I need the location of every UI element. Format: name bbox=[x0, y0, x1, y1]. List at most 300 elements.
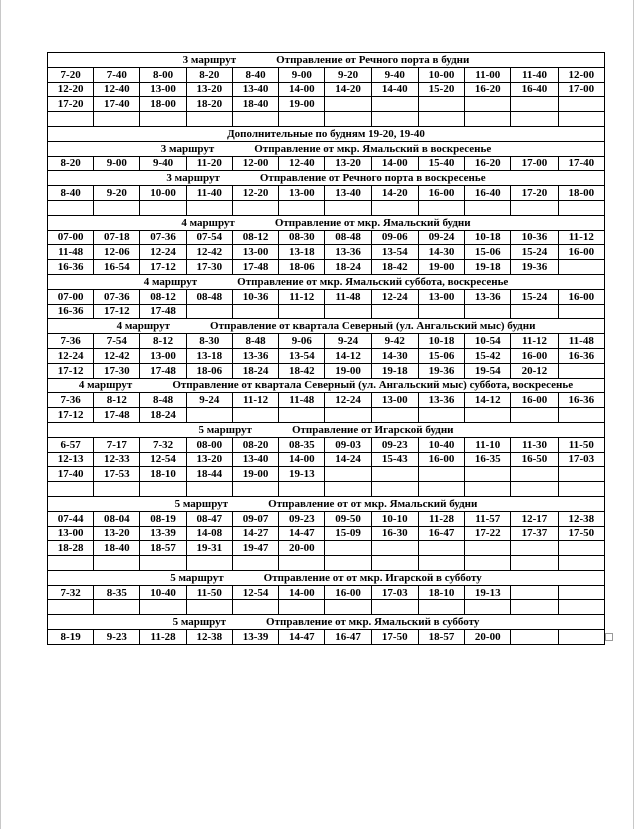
departure-time: 12-24 bbox=[371, 289, 418, 304]
departure-time bbox=[325, 556, 371, 571]
time-row bbox=[48, 230, 605, 245]
departure-time bbox=[418, 600, 464, 615]
departure-time: 14-47 bbox=[279, 526, 325, 541]
schedule-header-row bbox=[48, 126, 605, 141]
time-row bbox=[48, 482, 605, 497]
departure-time: 16-47 bbox=[418, 526, 464, 541]
departure-time: 18-57 bbox=[418, 630, 464, 645]
departure-time: 7-54 bbox=[94, 334, 140, 349]
departure-time: 12-38 bbox=[186, 630, 232, 645]
departure-time: 17-48 bbox=[140, 363, 186, 378]
schedule-header bbox=[48, 570, 605, 585]
departure-time: 10-36 bbox=[232, 289, 278, 304]
departure-time: 9-20 bbox=[325, 67, 371, 82]
departure-time bbox=[558, 556, 604, 571]
departure-time: 18-42 bbox=[371, 260, 418, 275]
route-number: 4 маршрут bbox=[181, 216, 235, 229]
departure-time: 7-36 bbox=[48, 393, 94, 408]
departure-time bbox=[232, 200, 278, 215]
departure-time: 11-48 bbox=[48, 245, 94, 260]
departure-time: 08-47 bbox=[186, 511, 232, 526]
departure-time bbox=[232, 112, 278, 127]
time-row bbox=[48, 393, 605, 408]
departure-time: 10-40 bbox=[140, 585, 186, 600]
departure-time: 17-50 bbox=[371, 630, 418, 645]
departure-description: Отправление от квартала Северный (ул. Ангальский мыс) будни bbox=[210, 320, 536, 333]
departure-time: 16-00 bbox=[418, 452, 464, 467]
departure-time: 9-00 bbox=[279, 67, 325, 82]
departure-time: 15-43 bbox=[371, 452, 418, 467]
departure-time bbox=[511, 408, 558, 423]
departure-time: 17-48 bbox=[94, 408, 140, 423]
departure-time: 17-20 bbox=[511, 186, 558, 201]
departure-time: 11-40 bbox=[511, 67, 558, 82]
departure-time: 13-39 bbox=[232, 630, 278, 645]
departure-time: 11-12 bbox=[511, 334, 558, 349]
departure-time bbox=[371, 97, 418, 112]
time-row bbox=[48, 556, 605, 571]
schedule-header bbox=[48, 215, 605, 230]
departure-time: 18-20 bbox=[186, 97, 232, 112]
departure-time: 14-00 bbox=[279, 585, 325, 600]
departure-time: 07-44 bbox=[48, 511, 94, 526]
departure-time: 10-10 bbox=[371, 511, 418, 526]
departure-time: 07-18 bbox=[94, 230, 140, 245]
departure-time bbox=[232, 408, 278, 423]
departure-time bbox=[511, 600, 558, 615]
departure-time bbox=[140, 200, 186, 215]
time-row bbox=[48, 541, 605, 556]
departure-time bbox=[558, 304, 604, 319]
time-row bbox=[48, 156, 605, 171]
route-number: 3 маршрут bbox=[166, 172, 220, 185]
time-row bbox=[48, 245, 605, 260]
departure-time: 11-00 bbox=[465, 67, 511, 82]
departure-time bbox=[325, 467, 371, 482]
departure-time: 19-47 bbox=[232, 541, 278, 556]
departure-time bbox=[325, 541, 371, 556]
departure-time: 14-12 bbox=[465, 393, 511, 408]
departure-time: 16-36 bbox=[558, 348, 604, 363]
schedule-header-row bbox=[48, 496, 605, 511]
departure-time: 8-30 bbox=[186, 334, 232, 349]
schedule-header-row bbox=[48, 319, 605, 334]
departure-time bbox=[140, 600, 186, 615]
departure-time: 10-36 bbox=[511, 230, 558, 245]
departure-time: 17-03 bbox=[371, 585, 418, 600]
departure-description: Отправление от мкр. Ямальский в воскресенье bbox=[254, 142, 492, 155]
departure-time bbox=[371, 112, 418, 127]
departure-time bbox=[558, 408, 604, 423]
departure-time: 17-12 bbox=[94, 304, 140, 319]
departure-time: 9-24 bbox=[325, 334, 371, 349]
departure-time bbox=[94, 200, 140, 215]
route-number: 4 маршрут bbox=[78, 379, 133, 392]
departure-time: 17-22 bbox=[465, 526, 511, 541]
departure-time: 17-48 bbox=[232, 260, 278, 275]
departure-time bbox=[558, 363, 604, 378]
departure-time: 19-18 bbox=[465, 260, 511, 275]
departure-time: 8-48 bbox=[232, 334, 278, 349]
departure-time bbox=[418, 408, 464, 423]
departure-time bbox=[94, 112, 140, 127]
departure-time: 12-40 bbox=[279, 156, 325, 171]
departure-time: 13-00 bbox=[48, 526, 94, 541]
time-row bbox=[48, 112, 605, 127]
departure-time: 17-30 bbox=[186, 260, 232, 275]
schedule-header bbox=[48, 496, 605, 511]
departure-time bbox=[186, 600, 232, 615]
departure-time bbox=[371, 556, 418, 571]
departure-time bbox=[511, 112, 558, 127]
departure-time: 19-00 bbox=[418, 260, 464, 275]
departure-time bbox=[465, 541, 511, 556]
departure-time: 11-20 bbox=[186, 156, 232, 171]
departure-time: 13-54 bbox=[279, 348, 325, 363]
departure-time: 11-48 bbox=[279, 393, 325, 408]
departure-time bbox=[418, 541, 464, 556]
departure-time bbox=[465, 200, 511, 215]
departure-time: 18-24 bbox=[325, 260, 371, 275]
departure-time: 14-00 bbox=[279, 452, 325, 467]
departure-time: 14-30 bbox=[371, 348, 418, 363]
departure-time bbox=[558, 482, 604, 497]
departure-time: 9-40 bbox=[371, 67, 418, 82]
departure-time: 11-57 bbox=[465, 511, 511, 526]
departure-time: 13-20 bbox=[186, 82, 232, 97]
departure-time bbox=[279, 600, 325, 615]
departure-time: 20-12 bbox=[511, 363, 558, 378]
departure-time bbox=[465, 556, 511, 571]
departure-time bbox=[279, 304, 325, 319]
departure-description: Отправление от Речного порта в будни bbox=[276, 53, 470, 66]
departure-time: 07-54 bbox=[186, 230, 232, 245]
departure-time: 8-12 bbox=[140, 334, 186, 349]
time-row bbox=[48, 585, 605, 600]
time-row bbox=[48, 408, 605, 423]
time-row bbox=[48, 452, 605, 467]
departure-time: 19-13 bbox=[465, 585, 511, 600]
departure-time: 8-00 bbox=[140, 67, 186, 82]
departure-time bbox=[279, 200, 325, 215]
schedule-header bbox=[48, 53, 605, 68]
departure-time bbox=[371, 600, 418, 615]
departure-time: 11-28 bbox=[418, 511, 464, 526]
departure-time: 19-13 bbox=[279, 467, 325, 482]
departure-time: 17-40 bbox=[558, 156, 604, 171]
departure-description: Отправление от Игарской будни bbox=[291, 423, 454, 436]
departure-time: 7-40 bbox=[94, 67, 140, 82]
departure-time: 10-40 bbox=[418, 437, 464, 452]
departure-time: 09-50 bbox=[325, 511, 371, 526]
departure-time: 9-06 bbox=[279, 334, 325, 349]
departure-time: 11-28 bbox=[140, 630, 186, 645]
departure-time: 13-18 bbox=[186, 348, 232, 363]
table-resize-handle[interactable] bbox=[605, 633, 613, 641]
departure-time: 16-00 bbox=[558, 245, 604, 260]
departure-time: 14-20 bbox=[371, 186, 418, 201]
departure-time bbox=[186, 304, 232, 319]
departure-time: 19-36 bbox=[418, 363, 464, 378]
schedule-body bbox=[48, 53, 605, 645]
departure-description: Отправление от мкр. Ямальский в субботу bbox=[266, 616, 480, 629]
time-row bbox=[48, 186, 605, 201]
departure-time: 14-27 bbox=[232, 526, 278, 541]
time-row bbox=[48, 363, 605, 378]
departure-time bbox=[186, 200, 232, 215]
departure-time bbox=[371, 304, 418, 319]
departure-time: 14-00 bbox=[371, 156, 418, 171]
departure-time bbox=[418, 556, 464, 571]
schedule-header-row bbox=[48, 422, 605, 437]
time-row bbox=[48, 600, 605, 615]
departure-time: 09-24 bbox=[418, 230, 464, 245]
departure-time: 10-00 bbox=[140, 186, 186, 201]
departure-time bbox=[325, 408, 371, 423]
schedule-header-row bbox=[48, 171, 605, 186]
route-number: 4 маршрут bbox=[143, 275, 198, 288]
departure-time: 7-20 bbox=[48, 67, 94, 82]
departure-time: 11-50 bbox=[186, 585, 232, 600]
departure-time: 11-12 bbox=[558, 230, 604, 245]
departure-time: 18-00 bbox=[558, 186, 604, 201]
departure-time: 12-40 bbox=[94, 82, 140, 97]
departure-time bbox=[465, 408, 511, 423]
schedule-header-row bbox=[48, 274, 605, 289]
schedule-header bbox=[48, 171, 605, 186]
departure-time: 19-00 bbox=[232, 467, 278, 482]
departure-time bbox=[418, 112, 464, 127]
departure-time: 9-23 bbox=[94, 630, 140, 645]
departure-time bbox=[371, 541, 418, 556]
departure-time: 17-48 bbox=[140, 304, 186, 319]
departure-time: 12-00 bbox=[232, 156, 278, 171]
departure-time: 11-12 bbox=[232, 393, 278, 408]
departure-time: 13-00 bbox=[140, 82, 186, 97]
departure-time: 13-36 bbox=[325, 245, 371, 260]
departure-time: 18-57 bbox=[140, 541, 186, 556]
departure-time bbox=[511, 585, 558, 600]
departure-time: 15-06 bbox=[418, 348, 464, 363]
departure-time bbox=[232, 600, 278, 615]
departure-time: 16-20 bbox=[465, 82, 511, 97]
departure-time: 11-12 bbox=[279, 289, 325, 304]
schedule-header-row bbox=[48, 615, 605, 630]
departure-time: 15-40 bbox=[418, 156, 464, 171]
departure-time: 16-00 bbox=[558, 289, 604, 304]
departure-time: 18-06 bbox=[186, 363, 232, 378]
route-number: 3 маршрут bbox=[182, 53, 237, 66]
departure-time: 9-20 bbox=[94, 186, 140, 201]
departure-time: 7-32 bbox=[48, 585, 94, 600]
departure-time bbox=[94, 600, 140, 615]
departure-time: 14-24 bbox=[325, 452, 371, 467]
departure-time bbox=[558, 200, 604, 215]
time-row bbox=[48, 334, 605, 349]
departure-time: 13-40 bbox=[232, 82, 278, 97]
departure-time: 12-24 bbox=[325, 393, 371, 408]
departure-time bbox=[465, 467, 511, 482]
time-row bbox=[48, 437, 605, 452]
departure-time bbox=[186, 408, 232, 423]
departure-time bbox=[371, 408, 418, 423]
departure-time bbox=[465, 304, 511, 319]
departure-time: 15-24 bbox=[511, 289, 558, 304]
departure-time: 09-06 bbox=[371, 230, 418, 245]
departure-time: 15-24 bbox=[511, 245, 558, 260]
schedule-header-row bbox=[48, 53, 605, 68]
departure-time: 11-48 bbox=[325, 289, 371, 304]
departure-time: 17-37 bbox=[511, 526, 558, 541]
departure-time: 8-40 bbox=[48, 186, 94, 201]
departure-time bbox=[325, 200, 371, 215]
route-number: 5 маршрут bbox=[172, 616, 227, 629]
departure-time bbox=[511, 482, 558, 497]
departure-time: 12-33 bbox=[94, 452, 140, 467]
departure-time: 7-36 bbox=[48, 334, 94, 349]
departure-time bbox=[325, 112, 371, 127]
departure-time: 14-12 bbox=[325, 348, 371, 363]
departure-time: 19-00 bbox=[325, 363, 371, 378]
departure-time: 08-12 bbox=[140, 289, 186, 304]
departure-time bbox=[232, 482, 278, 497]
departure-time: 16-47 bbox=[325, 630, 371, 645]
departure-time bbox=[48, 556, 94, 571]
departure-time bbox=[511, 541, 558, 556]
departure-time: 18-28 bbox=[48, 541, 94, 556]
departure-time: 18-10 bbox=[140, 467, 186, 482]
schedule-header bbox=[48, 615, 605, 630]
departure-time: 08-19 bbox=[140, 511, 186, 526]
departure-time bbox=[511, 304, 558, 319]
departure-time bbox=[511, 200, 558, 215]
departure-time: 16-00 bbox=[511, 348, 558, 363]
departure-time bbox=[418, 467, 464, 482]
departure-time: 13-54 bbox=[371, 245, 418, 260]
departure-time bbox=[418, 304, 464, 319]
route-number: 5 маршрут bbox=[174, 497, 229, 510]
departure-time: 17-50 bbox=[558, 526, 604, 541]
departure-time: 13-20 bbox=[186, 452, 232, 467]
departure-time: 19-36 bbox=[511, 260, 558, 275]
departure-time: 12-13 bbox=[48, 452, 94, 467]
departure-time bbox=[465, 482, 511, 497]
departure-time: 12-17 bbox=[511, 511, 558, 526]
departure-time: 16-36 bbox=[48, 260, 94, 275]
departure-time: 17-40 bbox=[94, 97, 140, 112]
departure-description: Отправление от квартала Северный (ул. Ангальский мыс) суббота, воскресенье bbox=[172, 379, 574, 392]
departure-time: 12-42 bbox=[94, 348, 140, 363]
departure-description: Отправление от от мкр. Игарской в субботу bbox=[263, 571, 482, 584]
departure-time: 13-00 bbox=[232, 245, 278, 260]
departure-time: 16-00 bbox=[418, 186, 464, 201]
departure-time: 17-12 bbox=[48, 408, 94, 423]
time-row bbox=[48, 82, 605, 97]
departure-time: 17-00 bbox=[558, 82, 604, 97]
departure-time: 14-40 bbox=[371, 82, 418, 97]
departure-description: Дополнительные по будням 19-20, 19-40 bbox=[227, 127, 425, 140]
departure-time: 15-20 bbox=[418, 82, 464, 97]
departure-time bbox=[279, 556, 325, 571]
departure-time bbox=[325, 97, 371, 112]
departure-time bbox=[140, 482, 186, 497]
departure-time bbox=[186, 556, 232, 571]
departure-time bbox=[418, 482, 464, 497]
departure-time: 18-24 bbox=[140, 408, 186, 423]
departure-time: 09-03 bbox=[325, 437, 371, 452]
departure-time bbox=[186, 482, 232, 497]
departure-time: 17-53 bbox=[94, 467, 140, 482]
departure-time bbox=[511, 467, 558, 482]
time-row bbox=[48, 526, 605, 541]
departure-time: 14-20 bbox=[325, 82, 371, 97]
page-edge-left bbox=[0, 0, 1, 829]
departure-time bbox=[140, 556, 186, 571]
schedule-header bbox=[48, 141, 605, 156]
departure-time: 16-40 bbox=[465, 186, 511, 201]
departure-time: 07-00 bbox=[48, 230, 94, 245]
departure-time: 13-40 bbox=[325, 186, 371, 201]
departure-time: 18-42 bbox=[279, 363, 325, 378]
departure-time: 11-48 bbox=[558, 334, 604, 349]
departure-time: 16-50 bbox=[511, 452, 558, 467]
departure-time: 09-07 bbox=[232, 511, 278, 526]
departure-time bbox=[465, 97, 511, 112]
departure-time: 16-35 bbox=[465, 452, 511, 467]
departure-time: 9-40 bbox=[140, 156, 186, 171]
departure-time: 08-12 bbox=[232, 230, 278, 245]
departure-time bbox=[140, 112, 186, 127]
departure-time bbox=[558, 541, 604, 556]
departure-time: 13-00 bbox=[371, 393, 418, 408]
departure-time bbox=[465, 600, 511, 615]
departure-time: 07-00 bbox=[48, 289, 94, 304]
departure-time: 12-38 bbox=[558, 511, 604, 526]
departure-time bbox=[511, 630, 558, 645]
departure-time: 08-35 bbox=[279, 437, 325, 452]
departure-time: 10-00 bbox=[418, 67, 464, 82]
departure-time: 8-35 bbox=[94, 585, 140, 600]
departure-time bbox=[558, 585, 604, 600]
schedule-header-row bbox=[48, 570, 605, 585]
schedule-header bbox=[48, 274, 605, 289]
departure-time: 16-54 bbox=[94, 260, 140, 275]
time-row bbox=[48, 304, 605, 319]
departure-time: 12-06 bbox=[94, 245, 140, 260]
time-row bbox=[48, 289, 605, 304]
departure-description: Отправление от от мкр. Ямальский будни bbox=[268, 497, 478, 510]
departure-time bbox=[48, 200, 94, 215]
time-row bbox=[48, 630, 605, 645]
departure-time bbox=[325, 304, 371, 319]
departure-time: 15-42 bbox=[465, 348, 511, 363]
departure-time: 18-24 bbox=[232, 363, 278, 378]
departure-time bbox=[558, 260, 604, 275]
departure-time bbox=[94, 556, 140, 571]
departure-time: 16-20 bbox=[465, 156, 511, 171]
departure-time: 18-44 bbox=[186, 467, 232, 482]
departure-time: 12-20 bbox=[48, 82, 94, 97]
departure-time: 17-40 bbox=[48, 467, 94, 482]
departure-time bbox=[371, 467, 418, 482]
departure-time bbox=[511, 97, 558, 112]
departure-time: 12-54 bbox=[232, 585, 278, 600]
departure-time: 14-30 bbox=[418, 245, 464, 260]
departure-time bbox=[279, 482, 325, 497]
departure-time: 8-20 bbox=[48, 156, 94, 171]
departure-time: 11-30 bbox=[511, 437, 558, 452]
departure-time: 08-20 bbox=[232, 437, 278, 452]
